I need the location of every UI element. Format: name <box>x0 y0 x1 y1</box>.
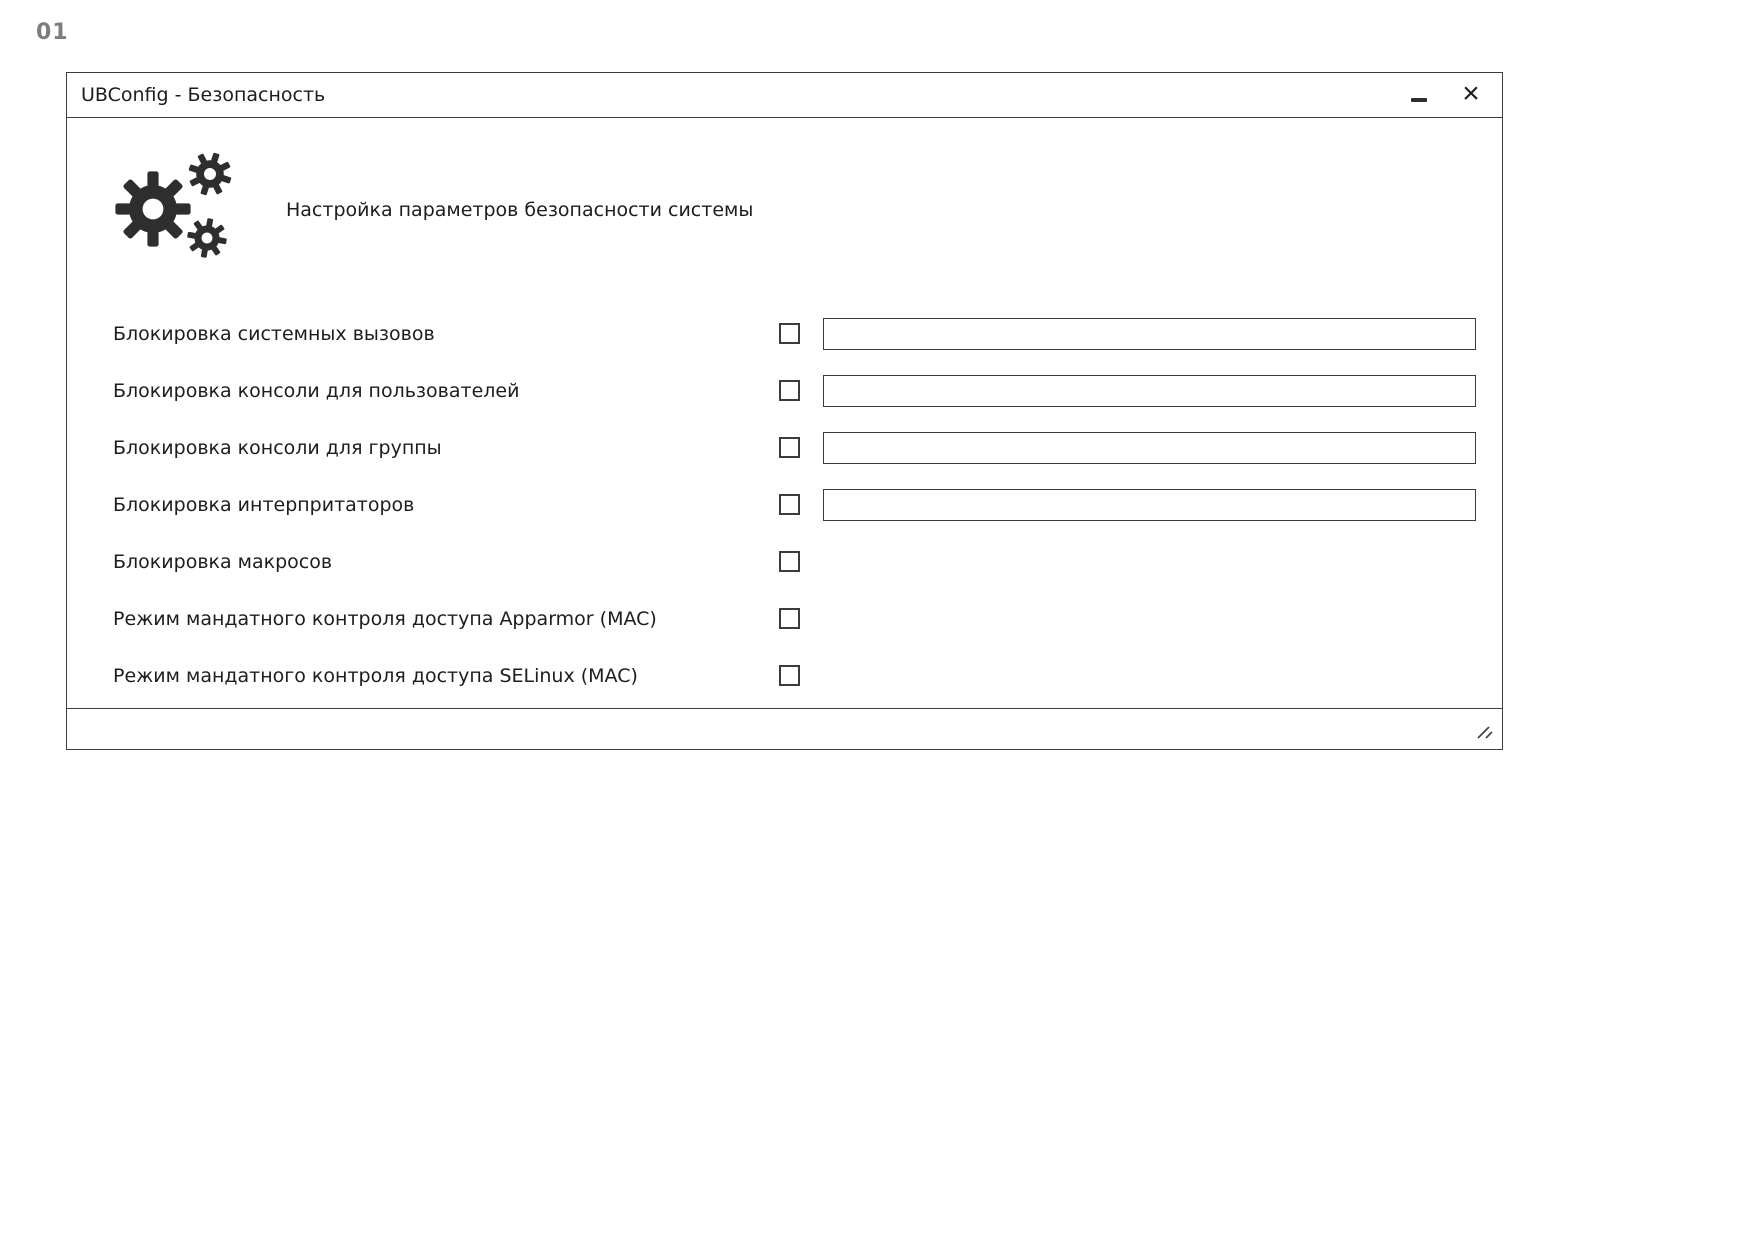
title-bar <box>67 73 1502 118</box>
window-description: Настройка параметров безопасности системы <box>286 199 754 221</box>
param-row-console-lock-users <box>67 362 1502 419</box>
row-label: Режим мандатного контроля доступа Apparmor (MAC) <box>113 607 657 630</box>
minimize-button[interactable] <box>1402 78 1436 112</box>
row-checkbox[interactable] <box>779 494 800 515</box>
row-label: Блокировка консоли для пользователей <box>113 379 520 402</box>
row-label: Блокировка макросов <box>113 550 333 573</box>
param-row-apparmor-mac <box>67 590 1502 647</box>
close-icon: × <box>1462 77 1480 110</box>
page-number-label: 01 <box>36 20 69 45</box>
row-checkbox[interactable] <box>779 323 800 344</box>
param-row-console-lock-group <box>67 419 1502 476</box>
param-row-selinux-mac <box>67 647 1502 704</box>
gears-icon <box>109 149 243 265</box>
row-label: Режим мандатного контроля доступа SELinux (MAC) <box>113 664 638 687</box>
param-row-syscall-lock <box>67 305 1502 362</box>
row-text-input[interactable] <box>823 432 1476 464</box>
row-checkbox[interactable] <box>779 380 800 401</box>
status-bar <box>67 708 1502 749</box>
row-checkbox[interactable] <box>779 437 800 458</box>
row-text-input[interactable] <box>823 375 1476 407</box>
row-label: Блокировка консоли для группы <box>113 436 442 459</box>
param-row-interpreters-lock <box>67 476 1502 533</box>
row-text-input[interactable] <box>823 318 1476 350</box>
row-checkbox[interactable] <box>779 665 800 686</box>
row-text-input[interactable] <box>823 489 1476 521</box>
close-button[interactable] <box>1454 78 1488 112</box>
ubconfig-security-window <box>66 72 1503 750</box>
row-label: Блокировка интерпритаторов <box>113 493 415 516</box>
row-checkbox[interactable] <box>779 551 800 572</box>
resize-grip-icon[interactable] <box>1475 725 1495 744</box>
param-row-macros-lock <box>67 533 1502 590</box>
window-title: UBConfig - Безопасность <box>81 84 326 106</box>
row-label: Блокировка системных вызовов <box>113 322 435 345</box>
parameter-list <box>67 305 1502 704</box>
row-checkbox[interactable] <box>779 608 800 629</box>
minimize-icon <box>1411 98 1427 103</box>
